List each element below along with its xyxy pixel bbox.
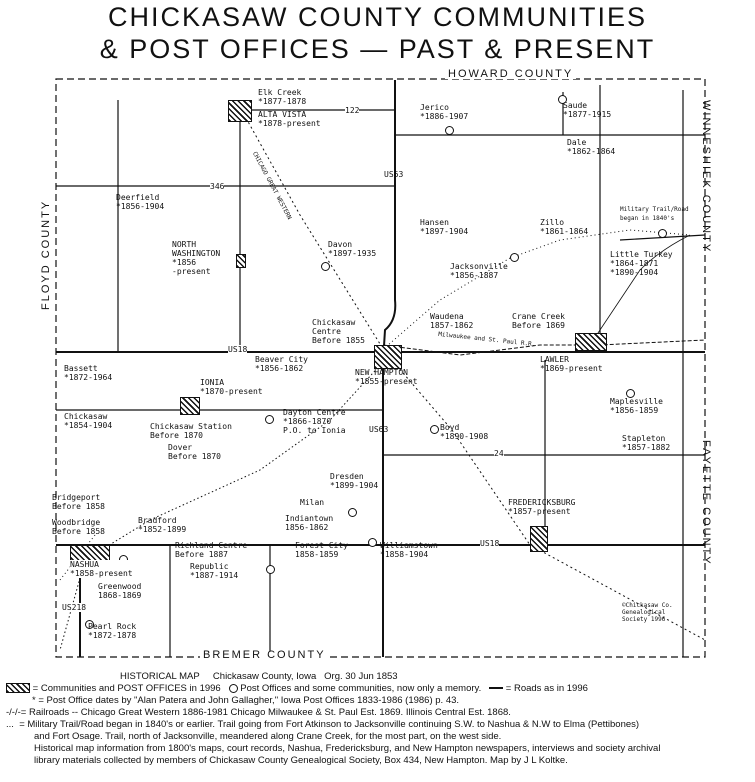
- boyd-marker: [430, 425, 439, 434]
- place-zillo: Zillo *1861-1864: [540, 218, 589, 236]
- place-boyd: Boyd *1890-1908: [440, 423, 489, 441]
- legend-sources-cont: library materials collected by members of Chickasaw County Genealogical Society, Box 434, New Hampton. Map by J L Koltke.: [34, 755, 568, 766]
- place-little-turkey: Little Turkey *1864-1871 *1890-1904: [610, 250, 673, 277]
- legend-sources: Historical map information from 1800's maps, court records, Nashua, Fredericksburg, and New Hampton newspapers, interviews and society archival: [34, 743, 661, 754]
- lawler-present-marker: [575, 333, 607, 351]
- place-elk-creek: Elk Creek *1877-1878: [258, 88, 307, 106]
- place-richland-centre: Richland Centre Before 1887: [175, 541, 248, 559]
- place-north-washington: NORTH WASHINGTON *1856 -present: [172, 240, 221, 276]
- forest-city-marker: [368, 538, 377, 547]
- place-crane-creek: Crane Creek Before 1869: [512, 312, 565, 330]
- place-bridgeport: Bridgeport Before 1858: [52, 493, 105, 511]
- place-dover: Dover Before 1870: [168, 443, 221, 461]
- jerico-marker: [445, 126, 454, 135]
- place-republic: Republic *1887-1914: [190, 562, 239, 580]
- road-label-24: 24: [494, 449, 504, 458]
- republic-marker: [266, 565, 275, 574]
- indiantown-marker: [348, 508, 357, 517]
- place-chickasaw-centre: Chickasaw Centre Before 1855: [312, 318, 365, 345]
- border-east-lower: FAYETTE COUNTY: [700, 440, 712, 566]
- dayton-centre-marker: [265, 415, 274, 424]
- legend-heading: HISTORICAL MAP Chickasaw County, Iowa Org. 30 Jun 1853: [120, 671, 398, 682]
- rail-label-milwaukee: Milwaukee and St. Paul R.R.: [437, 330, 536, 349]
- place-jerico: Jerico *1886-1907: [420, 103, 469, 121]
- circle-legend-icon: [229, 684, 238, 693]
- place-deerfield: Deerfield *1856-1904: [116, 193, 165, 211]
- place-dale: Dale *1862-1864: [567, 138, 616, 156]
- new-hampton-present-marker: [374, 345, 402, 369]
- road-label-us18: US18: [228, 345, 248, 354]
- place-bradford: Bradford *1852-1899: [138, 516, 187, 534]
- map-title-line-1: CHICKASAW COUNTY COMMUNITIES: [107, 2, 648, 32]
- place-indiantown: Indiantown 1856-1862: [285, 514, 334, 532]
- place-milan: Milan: [300, 498, 325, 507]
- place-dresden: Dresden *1899-1904: [330, 472, 379, 490]
- road-label-346: 346: [210, 182, 225, 191]
- place-greenwood: Greenwood 1868-1869: [98, 582, 142, 600]
- place-maplesville: Maplesville *1856-1859: [610, 397, 663, 415]
- place-davon: Davon *1897-1935: [328, 240, 377, 258]
- railroad-illinois-central: [60, 362, 383, 650]
- legend-symbols-row: = Communities and POST OFFICES in 1996 Post Offices and some communities, now only a memory. = Roads as in 1996: [6, 683, 588, 695]
- jacksonville-marker: [510, 253, 519, 262]
- road-label-122: 122: [345, 106, 360, 115]
- place-fredericksburg: FREDERICKSBURG *1857-present: [508, 498, 576, 516]
- place-pearl-rock: Pearl Rock *1872-1878: [88, 622, 137, 640]
- legend-trail-cont: and Fort Osage. Trail, north of Jacksonville, meandered along Crane Creek, for the most part, on the west side.: [34, 731, 502, 742]
- border-north: HOWARD COUNTY: [445, 70, 576, 79]
- little-turkey-marker: [658, 229, 667, 238]
- map-title-line-2: & POST OFFICES — PAST & PRESENT: [99, 34, 656, 64]
- rail-label-cgw: CHICAGO GREAT WESTERN: [250, 150, 293, 221]
- trail-note: Military Trail/Road began in 1840's: [620, 206, 689, 222]
- place-jacksonville: Jacksonville *1856-1887: [450, 262, 508, 280]
- alta-vista-present-marker: [228, 100, 252, 122]
- place-bassett: Bassett *1872-1964: [64, 364, 113, 382]
- border-east-upper: WINNESHIEK COUNTY: [700, 100, 712, 254]
- map-credit: ©Chickasaw Co. Genealogical Society 1996: [622, 602, 673, 623]
- hatch-legend-icon: [6, 683, 30, 693]
- place-saude: Saude *1877-1915: [563, 101, 612, 119]
- fredericksburg-present-marker: [530, 526, 548, 552]
- road-label-us218: US218: [62, 603, 87, 612]
- legend-postoffice-note: * = Post Office dates by "Alan Patera and John Gallagher," Iowa Post Offices 1833-1986 (1986) p. 43.: [32, 695, 460, 706]
- place-stapleton: Stapleton *1857-1882: [622, 434, 671, 452]
- place-alta-vista: ALTA VISTA *1878-present: [258, 110, 321, 128]
- place-dayton-centre: Dayton Centre *1866-1870 P.O. to Ionia: [283, 408, 346, 435]
- place-beaver-city: Beaver City *1856-1862: [255, 355, 308, 373]
- place-chickasaw-station: Chickasaw Station Before 1870: [150, 422, 232, 440]
- road-legend-icon: [489, 687, 503, 689]
- place-hansen: Hansen *1897-1904: [420, 218, 469, 236]
- legend-trail: ... = Military Trail/Road began in 1840's or earlier. Trail going from Fort Atkinson to Jacksonville continuing S.W. to Nashua & N.W to Elma (Pettibones): [6, 719, 640, 730]
- place-nashua: NASHUA *1858-present: [70, 560, 133, 578]
- border-west: FLOYD COUNTY: [40, 199, 52, 310]
- road-label-us63: US63: [384, 170, 404, 179]
- place-williamstown: Williamstown *1858-1904: [380, 541, 438, 559]
- place-lawler: LAWLER *1869-present: [540, 355, 603, 373]
- road-label-us18-east: US18: [480, 539, 500, 548]
- place-forest-city: Forest City 1858-1859: [295, 541, 348, 559]
- place-woodbridge: Woodbridge Before 1858: [52, 518, 105, 536]
- railroad-chicago-great-western: [246, 118, 705, 640]
- map-legend: [0, 671, 755, 779]
- legend-railroads: -/-/-= Railroads -- Chicago Great Western 1886-1981 Chicago Milwaukee & St. Paul Est. 1869. Illinois Central Est. 1868.: [6, 707, 511, 718]
- place-ionia: IONIA *1870-present: [200, 378, 263, 396]
- place-chickasaw: Chickasaw *1854-1904: [64, 412, 113, 430]
- north-washington-present-marker: [236, 254, 246, 268]
- road-label-us63-south: US63: [369, 425, 389, 434]
- border-south: BREMER COUNTY: [200, 651, 329, 660]
- davon-marker: [321, 262, 330, 271]
- place-waudena: Waudena 1857-1862: [430, 312, 474, 330]
- place-new-hampton: NEW HAMPTON *1855-present: [355, 368, 418, 386]
- ionia-present-marker: [180, 397, 200, 415]
